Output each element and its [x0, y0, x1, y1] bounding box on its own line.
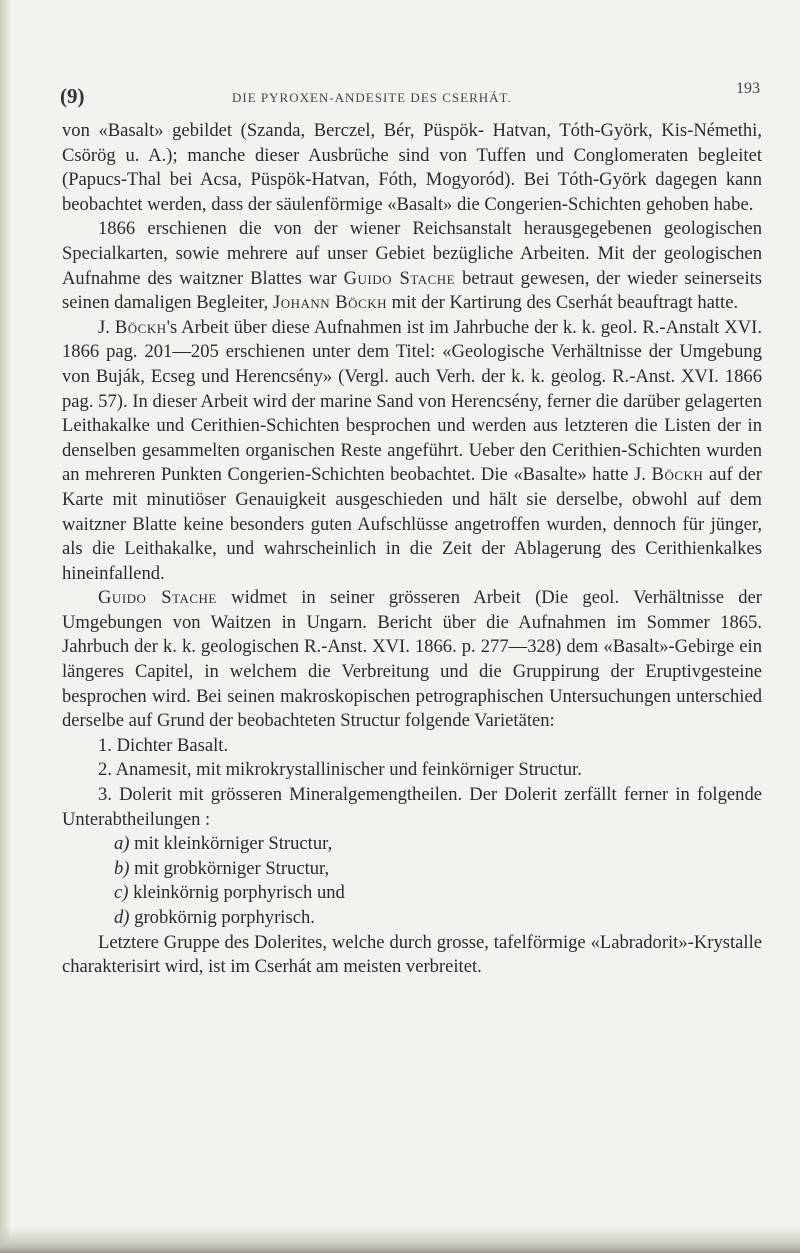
book-spine-shadow — [0, 0, 10, 1253]
sub-list-item: a) mit kleinkörniger Structur, — [114, 833, 333, 855]
page-body — [62, 119, 762, 980]
page-bottom-shadow — [0, 1227, 800, 1253]
sub-list-item: c) kleinkörnig porphyrisch und — [114, 882, 345, 904]
page-number: 193 — [736, 80, 760, 97]
paragraph-5: Letztere Gruppe des Dolerites, welche durch grosse, tafelförmige «Labradorit»-Krystalle charakterisirt wird, ist im Cserhát am meisten verbreitet. — [62, 931, 762, 978]
sub-list-item: b) mit grobkörniger Structur, — [114, 857, 330, 879]
list-item: 1. Dichter Basalt. — [98, 734, 229, 756]
running-head: DIE PYROXEN-ANDESITE DES CSERHÁT. — [232, 90, 512, 105]
paragraph-2: 1866 erschienen die von der wiener Reichsanstalt herausgegebenen geologischen Specialkarten, sowie mehrere auf unser Gebiet bezügliche Arbeiten. Mit der geologischen Aufnahme des waitzner Blattes war Guido Stache betraut gewesen, der wieder seinerseits seinen damaligen Begleiter, Johann Böckh mit der Kartirung des Cserhát beauftragt hatte. — [62, 218, 763, 314]
author-name: Böckh — [651, 464, 704, 486]
varieties-list — [62, 734, 762, 931]
author-name: Böckh — [114, 316, 167, 338]
section-number: (9) — [60, 84, 85, 108]
author-name: Guido Stache — [98, 587, 217, 609]
author-name: Johann Böckh — [272, 292, 388, 314]
sub-list-item: d) grobkörnig porphyrisch. — [114, 907, 315, 928]
page-header — [60, 78, 760, 108]
author-name: Guido Stache — [343, 267, 456, 289]
paragraph-3: J. Böckh's Arbeit über diese Aufnahmen ist im Jahrbuche der k. k. geol. R.-Anstalt XVI. 1866 pag. 201—205 erschienen unter dem Titel: «Geologische Verhältnisse der Umgebung von Buják, Ecseg und Herencsény» (Vergl. auch Verh. der k. k. geolog. R.-Anst. XVI. 1866 pag. 57). In dieser Arbeit wird der marine Sand von Herencsény, ferner die darüber gelagerten Leithakalke und Cerithien-Schichten besprochen und werden aus letzteren die Listen der in denselben gesammelten organischen Reste angeführt. Ueber den Cerithien-Schichten wurden an mehreren Punkten Congerien-Schichten beobachtet. Die «Basalte» hatte J. Böckh auf der Karte mit minutiöser Genauigkeit ausgeschieden und hält sie derselbe, obwohl auf dem waitzner Blatte keine besonders guten Aufschlüsse angetroffen wurden, dennoch für jünger, als die Leithakalke, und wahrscheinlich in die Zeit der Ablagerung des Cerithienkalkes hineinfallend. — [62, 316, 763, 584]
list-item: 3. Dolerit mit grösseren Mineralgemengtheilen. Der Dolerit zerfällt ferner in folgende Unterabtheilungen : — [62, 784, 762, 830]
list-item: 2. Anamesit, mit mikrokrystallinischer und feinkörniger Structur. — [98, 759, 582, 781]
paragraph-1: von «Basalt» gebildet (Szanda, Berczel, Bér, Püspök- Hatvan, Tóth-Györk, Kis-Némethi, Csörög u. A.); manche dieser Ausbrüche sind von Tuffen und Conglomeraten begleitet (Papucs-Thal bei Acsa, Püspök-Hatvan, Fóth, Mogyoród). Bei Tóth-Györk dagegen kann beobachtet werden, dass der säulenförmige «Basalt» die Congerien-Schichten gehoben habe. — [62, 120, 762, 215]
paragraph-4: Guido Stache widmet in seiner grösseren Arbeit (Die geol. Verhältnisse der Umgebungen von Waitzen in Ungarn. Bericht über die Aufnahmen im Sommer 1865. Jahrbuch der k. k. geologischen R.-Anst. XVI. 1866. p. 277—328) dem «Basalt»-Gebirge ein längeres Capitel, in welchem die Verbreitung und die Gruppirung der Eruptivgesteine besprochen wird. Bei seinen makroskopischen petrographischen Untersuchungen unterschied derselbe auf Grund der beobachteten Structur folgende Varietäten: — [62, 587, 763, 732]
